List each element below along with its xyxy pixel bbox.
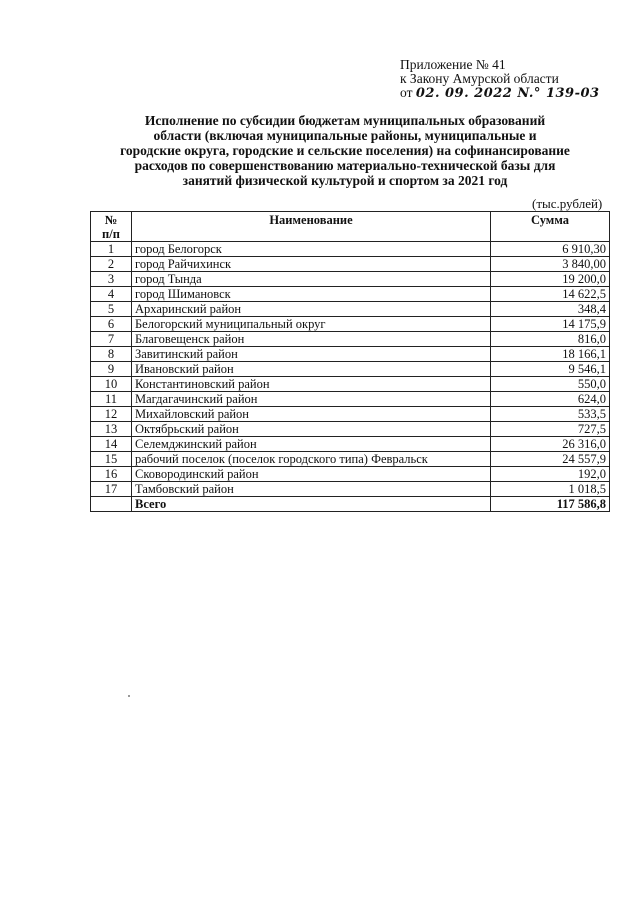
handwritten-date-number: 02. 09. 2022 N.° 139-03: [415, 86, 600, 101]
total-sum: 117 586,8: [491, 497, 610, 512]
title-line: области (включая муниципальные районы, муниципальные и: [153, 128, 537, 143]
header-sum: Сумма: [491, 212, 610, 242]
row-name: Константиновский район: [132, 377, 491, 392]
table-row: [91, 407, 610, 422]
total-label: Всего: [132, 497, 491, 512]
header-number-abbrev: п/п: [102, 227, 120, 241]
title-line: занятий физической культурой и спортом за 2021 год: [182, 173, 508, 188]
table-header-row: [91, 212, 610, 242]
table-row: [91, 317, 610, 332]
row-sum: 18 166,1: [491, 347, 610, 362]
row-sum: 192,0: [491, 467, 610, 482]
table-row: [91, 437, 610, 452]
row-sum: 24 557,9: [491, 452, 610, 467]
row-number: 12: [91, 407, 132, 422]
row-number: 4: [91, 287, 132, 302]
row-sum: 1 018,5: [491, 482, 610, 497]
title-line: Исполнение по субсидии бюджетам муниципальных образований: [144, 113, 546, 128]
row-sum: 19 200,0: [491, 272, 610, 287]
row-number: 11: [91, 392, 132, 407]
row-sum: 533,5: [491, 407, 610, 422]
table-body: [91, 242, 610, 512]
row-name: город Белогорск: [132, 242, 491, 257]
date-prefix: от: [400, 85, 413, 100]
row-number: 9: [91, 362, 132, 377]
table-row: [91, 302, 610, 317]
header-number-symbol: №: [104, 213, 118, 227]
document-header: [400, 58, 625, 101]
row-sum: 624,0: [491, 392, 610, 407]
row-name: Белогорский муниципальный округ: [132, 317, 491, 332]
table-row: [91, 392, 610, 407]
row-name: Тамбовский район: [132, 482, 491, 497]
table-row: [91, 257, 610, 272]
table-row: [91, 362, 610, 377]
row-number: 6: [91, 317, 132, 332]
row-number: 16: [91, 467, 132, 482]
row-number: 5: [91, 302, 132, 317]
row-sum: 550,0: [491, 377, 610, 392]
row-sum: 26 316,0: [491, 437, 610, 452]
row-name: Селемджинский район: [132, 437, 491, 452]
row-sum: 816,0: [491, 332, 610, 347]
row-sum: 727,5: [491, 422, 610, 437]
table-row: [91, 347, 610, 362]
subsidy-table: [90, 211, 610, 512]
row-name: город Райчихинск: [132, 257, 491, 272]
row-sum: 3 840,00: [491, 257, 610, 272]
appendix-number: Приложение № 41: [400, 57, 506, 72]
row-name: Благовещенск район: [132, 332, 491, 347]
row-number: 15: [91, 452, 132, 467]
row-number: 14: [91, 437, 132, 452]
table-row: [91, 422, 610, 437]
row-name: рабочий поселок (поселок городского типа) Февральск: [132, 452, 491, 467]
row-number: 10: [91, 377, 132, 392]
row-name: Ивановский район: [132, 362, 491, 377]
row-number: 1: [91, 242, 132, 257]
law-reference: к Закону Амурской области: [400, 71, 559, 86]
row-sum: 14 622,5: [491, 287, 610, 302]
table-row: [91, 467, 610, 482]
table-total-row: [91, 497, 610, 512]
row-number: 17: [91, 482, 132, 497]
row-name: Октябрьский район: [132, 422, 491, 437]
title-line: городские округа, городские и сельские поселения) на софинансирование: [120, 143, 570, 158]
scan-speck: [128, 695, 130, 697]
title-line: расходов по совершенствованию материально-технической базы для: [134, 158, 556, 173]
row-number: 2: [91, 257, 132, 272]
row-name: город Шимановск: [132, 287, 491, 302]
total-number-cell: [91, 497, 132, 512]
header-number: [91, 212, 132, 242]
header-name: Наименование: [132, 212, 491, 242]
row-sum: 348,4: [491, 302, 610, 317]
row-name: Архаринский район: [132, 302, 491, 317]
table-row: [91, 482, 610, 497]
units-label: (тыс.рублей): [532, 196, 603, 211]
row-name: Сковородинский район: [132, 467, 491, 482]
table-row: [91, 332, 610, 347]
row-number: 8: [91, 347, 132, 362]
table-row: [91, 242, 610, 257]
row-name: Михайловский район: [132, 407, 491, 422]
document-title: [95, 113, 595, 188]
table-row: [91, 452, 610, 467]
row-sum: 14 175,9: [491, 317, 610, 332]
row-number: 3: [91, 272, 132, 287]
row-sum: 6 910,30: [491, 242, 610, 257]
table-row: [91, 377, 610, 392]
row-number: 7: [91, 332, 132, 347]
table-row: [91, 272, 610, 287]
law-date-line: [400, 86, 625, 101]
row-name: город Тында: [132, 272, 491, 287]
table-row: [91, 287, 610, 302]
row-number: 13: [91, 422, 132, 437]
row-name: Магдагачинский район: [132, 392, 491, 407]
row-name: Завитинский район: [132, 347, 491, 362]
row-sum: 9 546,1: [491, 362, 610, 377]
